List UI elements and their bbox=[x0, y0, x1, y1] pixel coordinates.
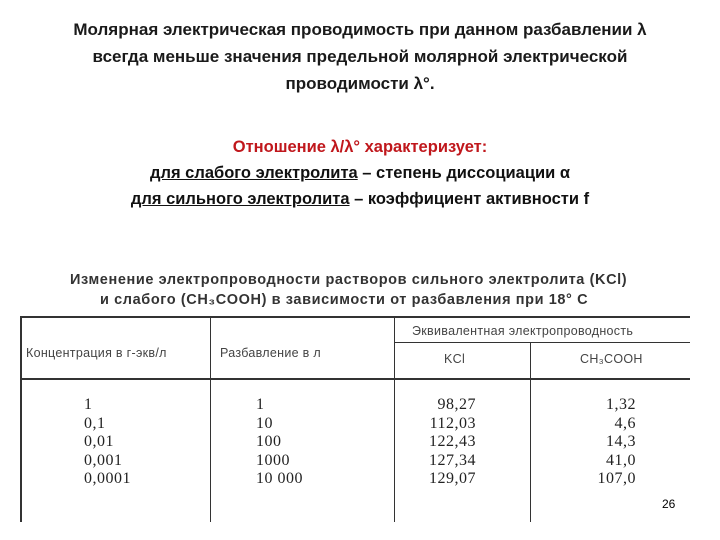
weak-electrolyte-meaning: – степень диссоциации α bbox=[357, 164, 570, 182]
weak-electrolyte-line bbox=[0, 160, 720, 186]
kcl-cell: 122,43 bbox=[429, 433, 476, 450]
weak-electrolyte-term: для слабого электролита bbox=[150, 164, 358, 182]
title-line-2: всегда меньше значения предельной молярной электрической bbox=[92, 47, 628, 66]
header-kcl: KCl bbox=[444, 352, 466, 366]
kcl-cell: 127,34 bbox=[429, 451, 476, 469]
dilution-cell: 100 bbox=[256, 433, 282, 450]
acetic-acid-cell: 107,0 bbox=[597, 470, 636, 487]
dilution-cell: 1 bbox=[256, 396, 265, 413]
column-divider-3 bbox=[530, 342, 531, 522]
column-divider-1 bbox=[210, 316, 211, 522]
ratio-explanation bbox=[0, 134, 720, 212]
header-concentration: Концентрация в г-экв/л bbox=[26, 346, 167, 360]
header-equivalent-conductivity: Эквивалентная электропроводность bbox=[412, 324, 634, 338]
acetic-acid-cell: 4,6 bbox=[614, 414, 636, 432]
table-caption bbox=[70, 270, 680, 310]
slide-title bbox=[0, 16, 720, 97]
conductivity-table-scan bbox=[20, 268, 712, 524]
dilution-cell: 1000 bbox=[256, 451, 290, 469]
concentration-cell: 0,01 bbox=[84, 433, 114, 450]
concentration-cell: 0,1 bbox=[84, 414, 106, 432]
acetic-acid-cell: 41,0 bbox=[606, 451, 636, 469]
acetic-acid-column bbox=[580, 396, 636, 489]
table-caption-line-1: Изменение электропроводности растворов сильного электролита (KCl) bbox=[70, 272, 628, 288]
kcl-column bbox=[416, 396, 476, 489]
ratio-heading: Отношение λ/λ° характеризует: bbox=[232, 138, 488, 156]
acetic-acid-cell: 1,32 bbox=[606, 396, 636, 413]
header-acetic-acid: CH₃COOH bbox=[580, 352, 643, 366]
header-dilution: Разбавление в л bbox=[220, 346, 321, 360]
table-caption-line-2: и слабого (CH₃COOH) в зависимости от разбавления при 18° С bbox=[100, 292, 589, 308]
page-number: 26 bbox=[662, 497, 676, 511]
dilution-column bbox=[256, 396, 303, 489]
header-bottom-rule bbox=[20, 378, 690, 380]
kcl-cell: 112,03 bbox=[429, 414, 476, 432]
concentration-cell: 0,0001 bbox=[84, 470, 131, 487]
strong-electrolyte-meaning: – коэффициент активности f bbox=[349, 190, 590, 208]
acetic-acid-cell: 14,3 bbox=[606, 433, 636, 450]
kcl-cell: 129,07 bbox=[429, 470, 476, 487]
subheader-rule bbox=[394, 342, 690, 343]
title-line-1: Молярная электрическая проводимость при данном разбавлении λ bbox=[73, 20, 647, 39]
title-line-3: проводимости λ°. bbox=[285, 74, 435, 93]
table-top-rule bbox=[20, 316, 690, 318]
kcl-cell: 98,27 bbox=[437, 396, 476, 413]
strong-electrolyte-line bbox=[0, 186, 720, 212]
concentration-cell: 0,001 bbox=[84, 451, 123, 469]
concentration-cell: 1 bbox=[84, 396, 93, 413]
concentration-column bbox=[84, 396, 131, 489]
table-left-rule bbox=[20, 316, 22, 522]
strong-electrolyte-term: для сильного электролита bbox=[130, 190, 350, 208]
column-divider-2 bbox=[394, 316, 395, 522]
dilution-cell: 10 bbox=[256, 414, 273, 432]
dilution-cell: 10 000 bbox=[256, 470, 303, 487]
